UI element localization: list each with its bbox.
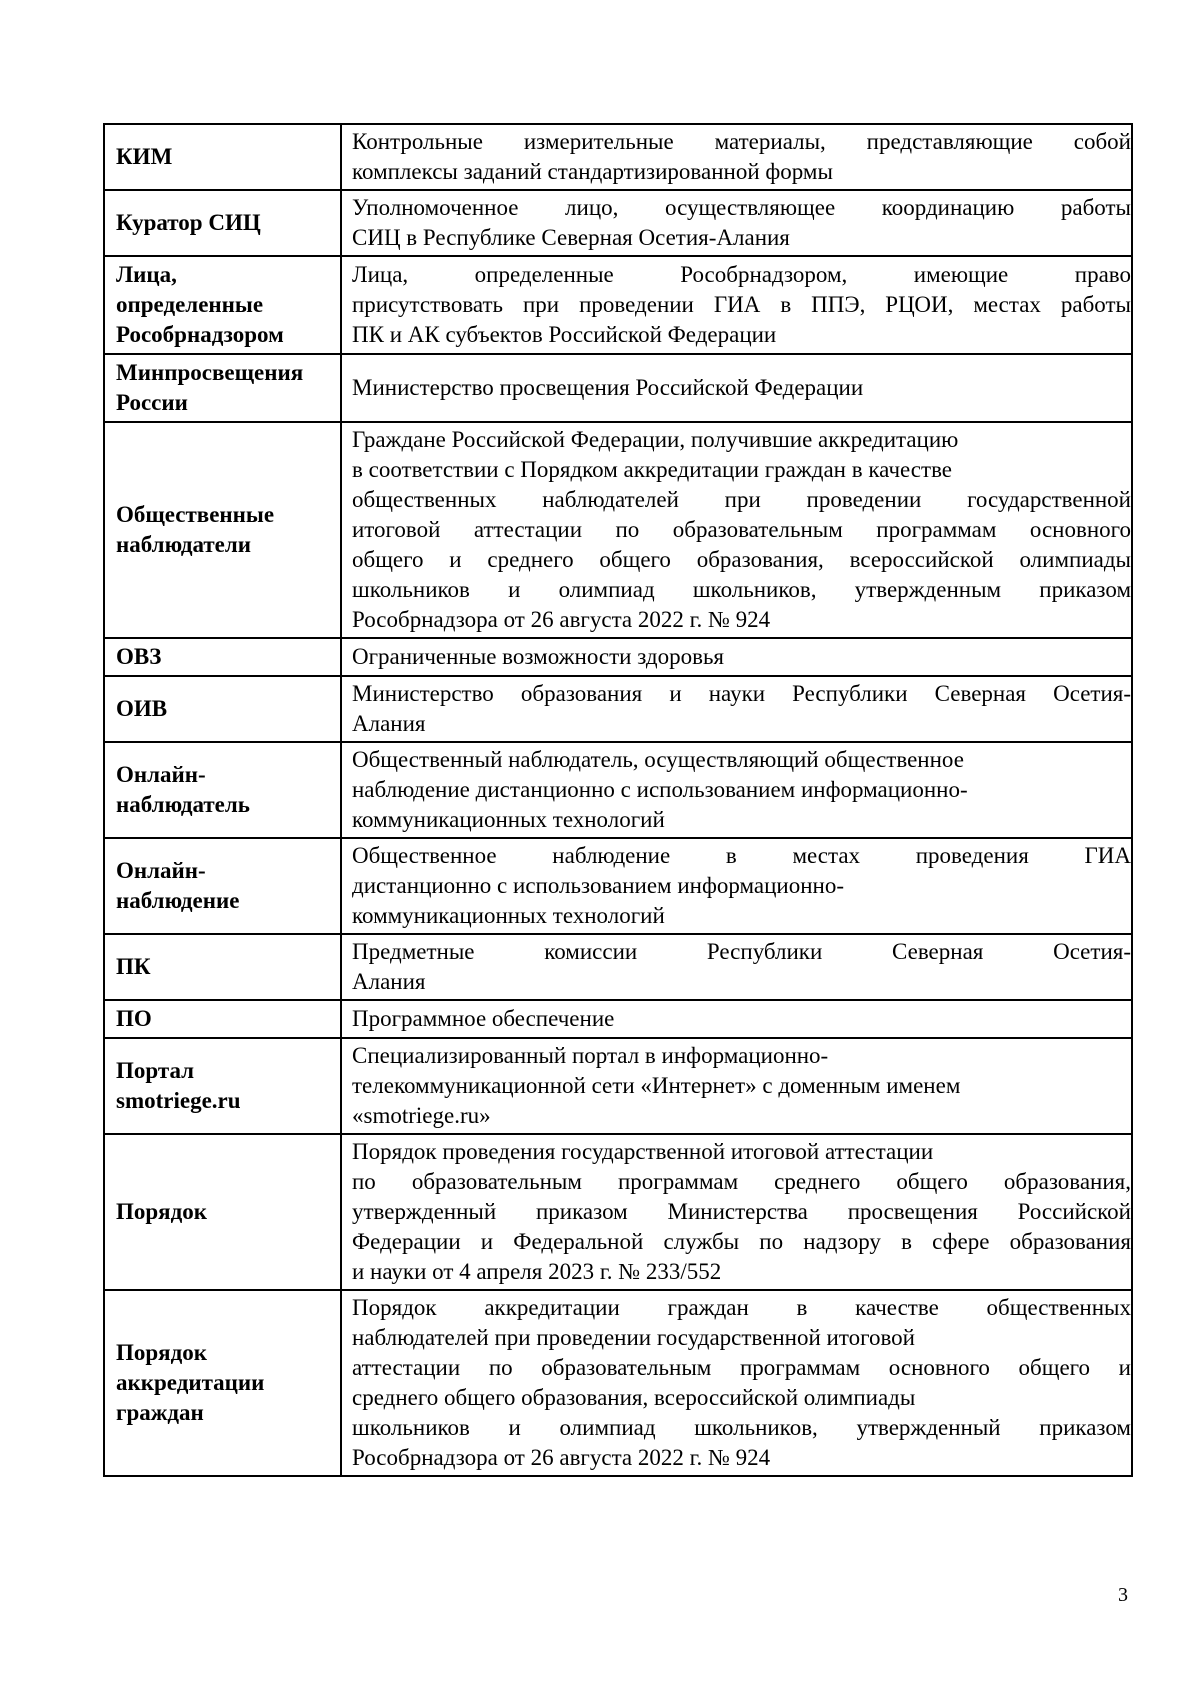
definition-text: в соответствии с Порядком аккредитации граждан в качестве bbox=[352, 457, 952, 482]
table-row bbox=[104, 676, 1132, 742]
term-text: Общественные bbox=[116, 502, 275, 527]
definition-text: школьников и олимпиад школьников, утвержденным приказом bbox=[352, 577, 1131, 602]
definition-text: по образовательным программам среднего общего образования, bbox=[352, 1169, 1131, 1194]
definition-cell bbox=[341, 256, 1132, 354]
term-cell bbox=[104, 676, 341, 742]
page-number: 3 bbox=[1118, 1584, 1128, 1606]
term-cell bbox=[104, 354, 341, 422]
term-text: smotriege.ru bbox=[116, 1088, 241, 1113]
definition-text: Граждане Российской Федерации, получившие аккредитацию bbox=[352, 427, 959, 452]
table-row bbox=[104, 638, 1132, 676]
table-row bbox=[104, 1038, 1132, 1134]
term-text: Порядок bbox=[116, 1199, 208, 1224]
definition-text: Алания bbox=[352, 711, 426, 736]
definition-cell bbox=[341, 190, 1132, 256]
table-row bbox=[104, 1290, 1132, 1476]
definition-text: Специализированный портал в информационно- bbox=[352, 1043, 829, 1068]
definition-text: наблюдателей при проведении государственной итоговой bbox=[352, 1325, 915, 1350]
definition-cell bbox=[341, 354, 1132, 422]
table-row bbox=[104, 256, 1132, 354]
term-text: ОВЗ bbox=[116, 644, 162, 669]
term-cell bbox=[104, 1000, 341, 1038]
term-cell bbox=[104, 934, 341, 1000]
definition-text: Общественный наблюдатель, осуществляющий общественное bbox=[352, 747, 964, 772]
definition-text: Общественное наблюдение в местах проведения ГИА bbox=[352, 843, 1131, 868]
definition-cell bbox=[341, 742, 1132, 838]
term-cell bbox=[104, 124, 341, 190]
term-text: Минпросвещения bbox=[116, 360, 304, 385]
table-row bbox=[104, 1000, 1132, 1038]
definition-text: Лица, определенные Рособрнадзором, имеющие право bbox=[352, 262, 1131, 287]
definition-text: Рособрнадзора от 26 августа 2022 г. № 924 bbox=[352, 607, 771, 632]
definition-text: Ограниченные возможности здоровья bbox=[352, 644, 725, 669]
definition-text: СИЦ в Республике Северная Осетия-Алания bbox=[352, 225, 790, 250]
table-row bbox=[104, 1134, 1132, 1290]
definition-cell bbox=[341, 638, 1132, 676]
term-text: Онлайн- bbox=[116, 858, 206, 883]
definition-cell bbox=[341, 124, 1132, 190]
definition-text: общего и среднего общего образования, всероссийской олимпиады bbox=[352, 547, 1131, 572]
definition-text: общественных наблюдателей при проведении государственной bbox=[352, 487, 1131, 512]
definition-text: Порядок аккредитации граждан в качестве общественных bbox=[352, 1295, 1131, 1320]
table-row bbox=[104, 190, 1132, 256]
term-cell bbox=[104, 838, 341, 934]
term-text: Рособрнадзором bbox=[116, 322, 284, 347]
term-text: наблюдатель bbox=[116, 792, 250, 817]
term-text: определенные bbox=[116, 292, 264, 317]
term-text: граждан bbox=[116, 1400, 204, 1425]
term-text: Портал bbox=[116, 1058, 195, 1083]
table-row bbox=[104, 354, 1132, 422]
term-cell bbox=[104, 742, 341, 838]
definition-cell bbox=[341, 1134, 1132, 1290]
definition-text: наблюдение дистанционно с использованием информационно- bbox=[352, 777, 968, 802]
term-cell bbox=[104, 422, 341, 638]
table-row bbox=[104, 422, 1132, 638]
definition-text: коммуникационных технологий bbox=[352, 807, 665, 832]
term-cell bbox=[104, 638, 341, 676]
term-cell bbox=[104, 190, 341, 256]
term-cell bbox=[104, 1134, 341, 1290]
definition-text: Рособрнадзора от 26 августа 2022 г. № 924 bbox=[352, 1445, 771, 1470]
definition-cell bbox=[341, 422, 1132, 638]
definition-cell bbox=[341, 676, 1132, 742]
definition-text: Порядок проведения государственной итоговой аттестации bbox=[352, 1139, 934, 1164]
definition-cell bbox=[341, 838, 1132, 934]
term-text: КИМ bbox=[116, 144, 173, 169]
definition-text: утвержденный приказом Министерства просвещения Российской bbox=[352, 1199, 1131, 1224]
term-text: Куратор СИЦ bbox=[116, 210, 261, 235]
term-text: Порядок bbox=[116, 1340, 208, 1365]
definition-text: Федерации и Федеральной службы по надзору в сфере образования bbox=[352, 1229, 1131, 1254]
table-row bbox=[104, 124, 1132, 190]
definition-text: Министерство образования и науки Республики Северная Осетия- bbox=[352, 681, 1131, 706]
term-text: России bbox=[116, 390, 188, 415]
definition-cell bbox=[341, 1038, 1132, 1134]
term-text: аккредитации bbox=[116, 1370, 265, 1395]
term-text: ОИВ bbox=[116, 696, 168, 721]
definition-text: Уполномоченное лицо, осуществляющее координацию работы bbox=[352, 195, 1131, 220]
term-text: ПО bbox=[116, 1006, 152, 1031]
definition-text: Контрольные измерительные материалы, представляющие собой bbox=[352, 129, 1131, 154]
table-row bbox=[104, 742, 1132, 838]
definition-text: «smotriege.ru» bbox=[352, 1103, 491, 1128]
term-text: Лица, bbox=[116, 262, 177, 287]
definition-text: Предметные комиссии Республики Северная Осетия- bbox=[352, 939, 1131, 964]
definition-cell bbox=[341, 934, 1132, 1000]
abbreviations-table-body bbox=[104, 124, 1132, 1476]
definition-cell bbox=[341, 1000, 1132, 1038]
abbreviations-table bbox=[103, 123, 1133, 1477]
definition-text: Программное обеспечение bbox=[352, 1006, 615, 1031]
definition-text: аттестации по образовательным программам основного общего и bbox=[352, 1355, 1131, 1380]
definition-text: присутствовать при проведении ГИА в ППЭ, РЦОИ, местах работы bbox=[352, 292, 1131, 317]
term-text: Онлайн- bbox=[116, 762, 206, 787]
definition-text: среднего общего образования, всероссийской олимпиады bbox=[352, 1385, 916, 1410]
definition-text: комплексы заданий стандартизированной формы bbox=[352, 159, 833, 184]
term-text: ПК bbox=[116, 954, 151, 979]
term-cell bbox=[104, 256, 341, 354]
definition-text: Министерство просвещения Российской Федерации bbox=[352, 375, 864, 400]
definition-text: ПК и АК субъектов Российской Федерации bbox=[352, 322, 777, 347]
definition-text: и науки от 4 апреля 2023 г. № 233/552 bbox=[352, 1259, 722, 1284]
definition-cell bbox=[341, 1290, 1132, 1476]
table-row bbox=[104, 838, 1132, 934]
term-text: наблюдение bbox=[116, 888, 240, 913]
definition-text: школьников и олимпиад школьников, утвержденный приказом bbox=[352, 1415, 1131, 1440]
term-cell bbox=[104, 1038, 341, 1134]
definition-text: коммуникационных технологий bbox=[352, 903, 665, 928]
definition-text: дистанционно с использованием информационно- bbox=[352, 873, 845, 898]
table-row bbox=[104, 934, 1132, 1000]
definition-text: Алания bbox=[352, 969, 426, 994]
term-cell bbox=[104, 1290, 341, 1476]
definition-text: телекоммуникационной сети «Интернет» с доменным именем bbox=[352, 1073, 961, 1098]
definition-text: итоговой аттестации по образовательным программам основного bbox=[352, 517, 1131, 542]
term-text: наблюдатели bbox=[116, 532, 252, 557]
